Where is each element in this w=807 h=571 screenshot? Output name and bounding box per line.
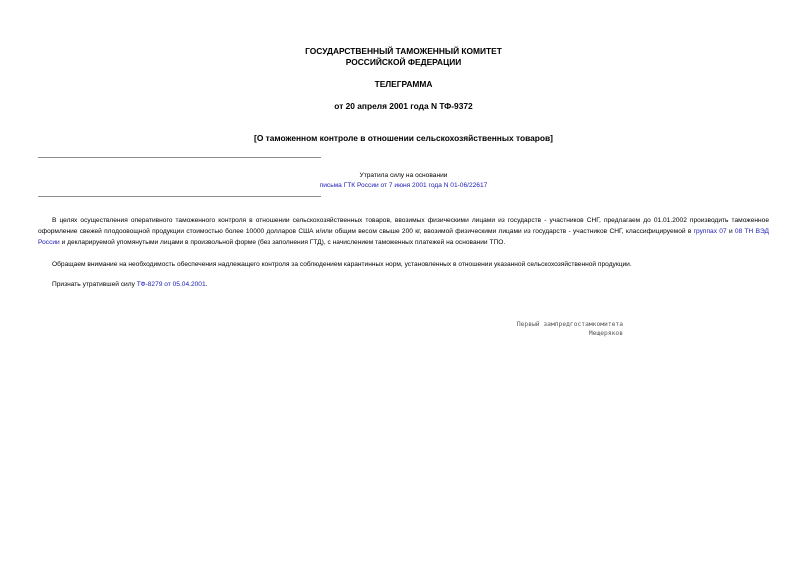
- document-date: от 20 апреля 2001 года N ТФ-9372: [334, 101, 473, 111]
- paragraph-3: [38, 279, 769, 290]
- paragraph-3-text-b: .: [205, 281, 208, 288]
- document-title: [О таможенном контроле в отношении сельскохозяйственных товаров]: [254, 133, 553, 143]
- signature-position: Первый зампредгостамкомитета: [516, 321, 623, 328]
- paragraph-1-text-c: и декларируемой упомянутыми лицами в произвольной форме (без заполнения ГТД), с начислением таможенных платежей на основании ТПО.: [59, 239, 506, 246]
- groups-07-link[interactable]: группах 07: [693, 228, 727, 235]
- status-link-line: [188, 181, 619, 191]
- header-line-1: ГОСУДАРСТВЕННЫЙ ТАМОЖЕННЫЙ КОМИТЕТ: [305, 46, 502, 56]
- paragraph-3-text-a: Признать утратившей силу: [52, 281, 137, 288]
- signature-name: Мещеряков: [588, 330, 623, 337]
- repeal-letter-link[interactable]: письма ГТК России от 7 июня 2001 года N 01-06/22617: [319, 182, 488, 189]
- status-note: Утратила силу на основании: [359, 172, 448, 179]
- divider-bottom: [38, 196, 321, 197]
- paragraph-1-text-b: и: [726, 228, 735, 235]
- header-line-2: РОССИЙСКОЙ ФЕДЕРАЦИИ: [345, 57, 462, 67]
- paragraph-2: Обращаем внимание на необходимость обеспечения надлежащего контроля за соблюдением карантинных норм, установленных в отношении указанной сельскохозяйственной продукции.: [52, 261, 632, 268]
- paragraph-1: [38, 215, 769, 248]
- paragraph-1-text-a: В целях осуществления оперативного таможенного контроля в отношении сельскохозяйственных товаров, ввозимых физическими лицами из государств - участников СНГ, предлагаем до 01.01.2002 производить таможенное оформление свежей плодоовощной продукции стоимостью более 10000 долларов США и/или общим весом свыше 200 кг, ввозимой физическими лицами из государств - участников СНГ, классифицируемой в: [38, 217, 769, 235]
- document-type: ТЕЛЕГРАММА: [374, 79, 433, 89]
- divider-top: [38, 157, 321, 158]
- tn-ved-08-link[interactable]: 08 ТН ВЭД России: [38, 228, 769, 246]
- tf-8279-link[interactable]: ТФ-8279 от 05.04.2001: [136, 281, 206, 288]
